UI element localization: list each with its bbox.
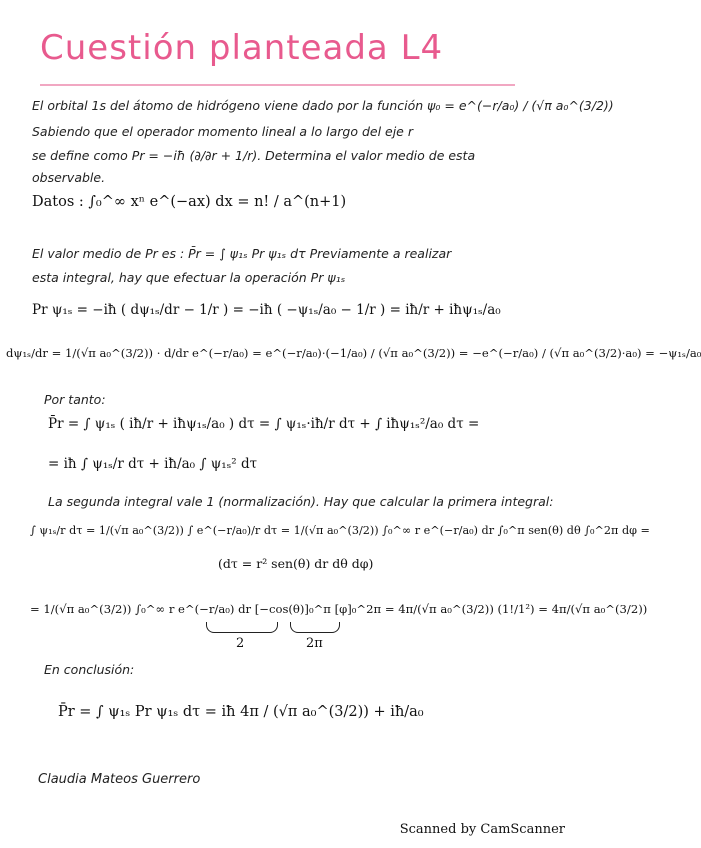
phi-brace-value: 2π [306,636,323,651]
section3-line-1: La segunda integral vale 1 (normalización). Hay que calcular la primera integral: [48,494,554,509]
section1-line-2: esta integral, hay que efectuar la operación Pr ψ₁ₛ [32,270,346,285]
cos-brace-value: 2 [236,636,245,651]
title-underline [40,84,515,86]
author-signature: Claudia Mateos Guerrero [38,772,201,787]
conclusion-equation: P̄r = ∫ ψ₁ₛ Pr ψ₁ₛ dτ = iħ 4π / (√π a₀^(3/2)) + iħ/a₀ [58,704,424,720]
intro-line-3: se define como Pr = −iħ (∂/∂r + 1/r). Determina el valor medio de esta [32,148,476,163]
document-title: Cuestión planteada L4 [40,28,444,68]
mean-value-split: = iħ ∫ ψ₁ₛ/r dτ + iħ/a₀ ∫ ψ₁ₛ² dτ [48,456,258,472]
first-integral-equation: ∫ ψ₁ₛ/r dτ = 1/(√π a₀^(3/2)) ∫ e^(−r/a₀)/r dτ = 1/(√π a₀^(3/2)) ∫₀^∞ r e^(−r/a₀) dr ∫₀^π sen(θ) dθ ∫₀^2π dφ = [30,524,650,537]
section2-label: Por tanto: [44,392,106,407]
cos-brace [206,622,278,633]
first-integral-result: = 1/(√π a₀^(3/2)) ∫₀^∞ r e^(−r/a₀) dr [−cos(θ)]₀^π [φ]₀^2π = 4π/(√π a₀^(3/2)) (1!/1²) = 4π/(√π a₀^(3/2)) [30,602,648,616]
operator-equation: Pr ψ₁ₛ = −iħ ( dψ₁ₛ/dr − 1/r ) = −iħ ( −ψ₁ₛ/a₀ − 1/r ) = iħ/r + iħψ₁ₛ/a₀ [32,302,501,318]
mean-value-expansion: P̄r = ∫ ψ₁ₛ ( iħ/r + iħψ₁ₛ/a₀ ) dτ = ∫ ψ₁ₛ·iħ/r dτ + ∫ iħψ₁ₛ²/a₀ dτ = [48,416,480,432]
intro-line-4: observable. [32,170,106,185]
derivative-equation: dψ₁ₛ/dr = 1/(√π a₀^(3/2)) · d/dr e^(−r/a₀) = e^(−r/a₀)·(−1/a₀) / (√π a₀^(3/2)) = −e^(−r/a₀) / (√π a₀^(3/2)·a₀) = −ψ₁ₛ/a₀ [6,346,701,360]
volume-element-note: (dτ = r² sen(θ) dr dθ dφ) [218,556,374,571]
intro-line-2: Sabiendo que el operador momento lineal a lo largo del eje r [32,124,413,139]
intro-line-1: El orbital 1s del átomo de hidrógeno viene dado por la función ψ₀ = e^(−r/a₀) / (√π a₀^(3/2)) [32,98,614,113]
datos-formula: Datos : ∫₀^∞ xⁿ e^(−ax) dx = n! / a^(n+1) [32,194,347,210]
section1-line-1: El valor medio de Pr es : P̄r = ∫ ψ₁ₛ Pr ψ₁ₛ dτ Previamente a realizar [32,246,452,261]
conclusion-label: En conclusión: [44,662,135,677]
phi-brace [290,622,340,633]
scanner-watermark: Scanned by CamScanner [399,822,565,837]
